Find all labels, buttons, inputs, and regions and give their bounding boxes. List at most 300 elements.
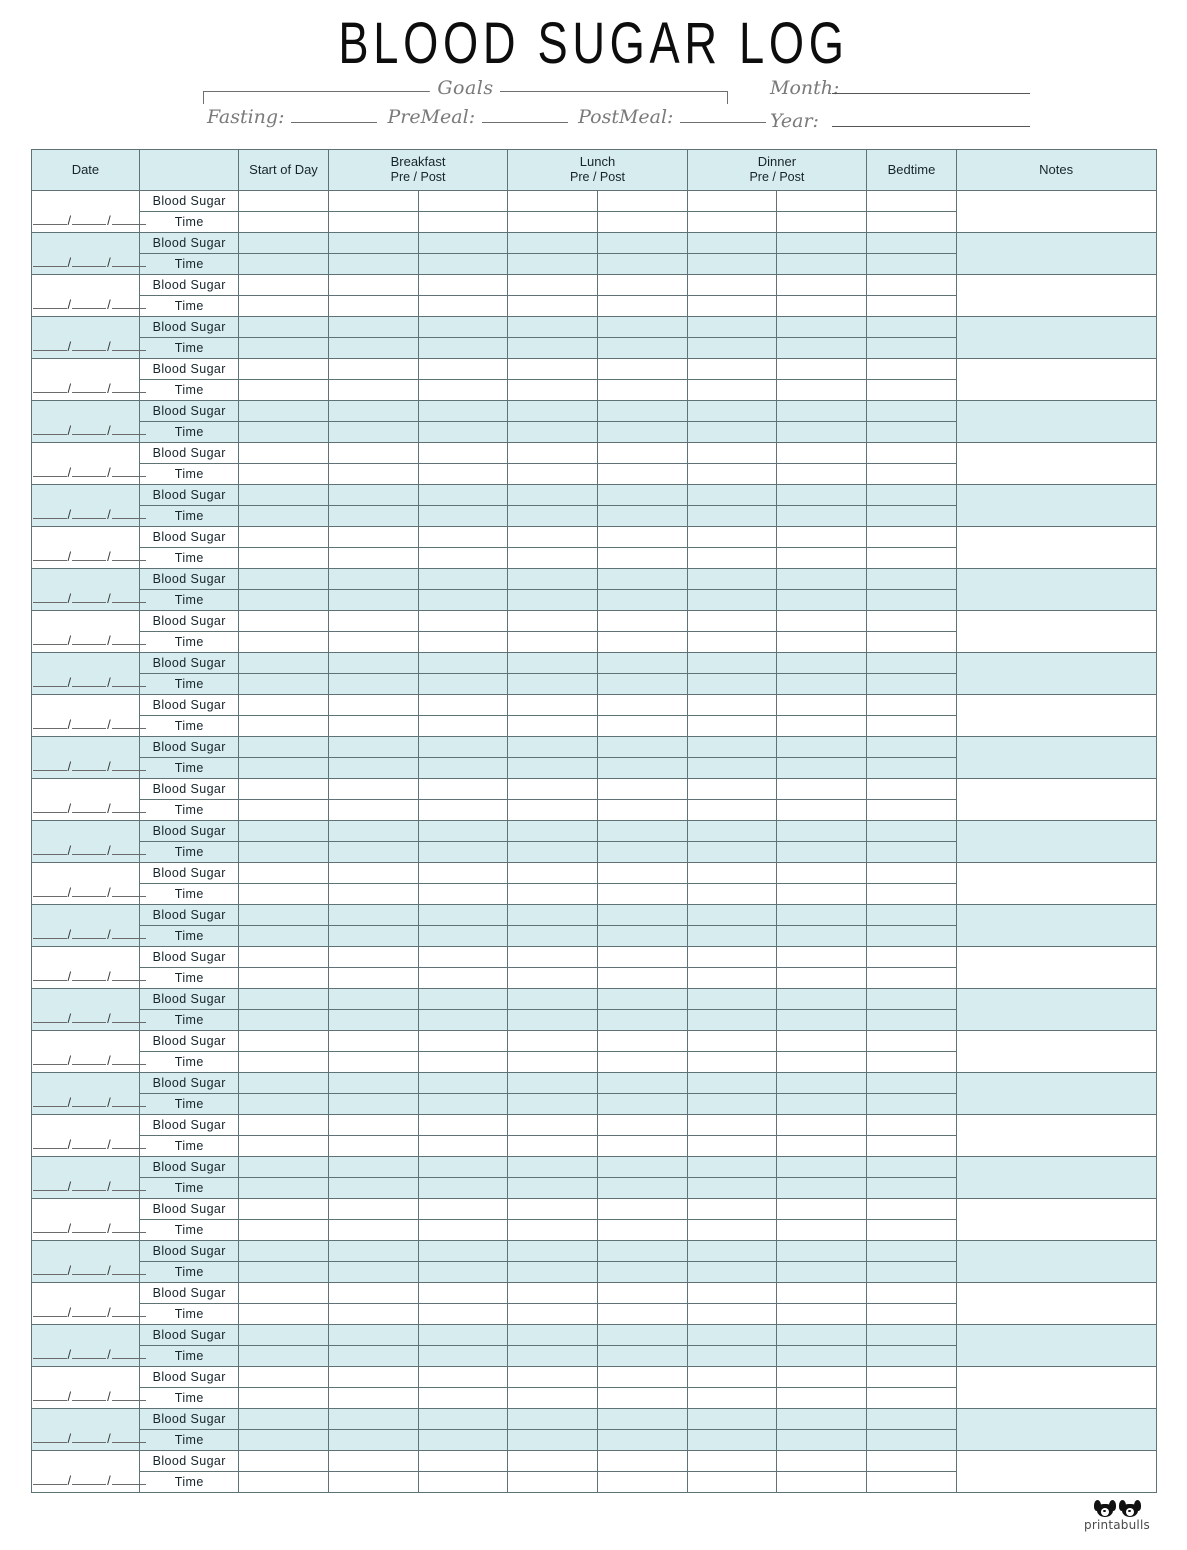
blood-sugar-input-cell[interactable] — [328, 1156, 418, 1177]
time-input-cell[interactable] — [777, 295, 867, 316]
blood-sugar-input-cell[interactable] — [777, 316, 867, 337]
time-input-cell[interactable] — [328, 1177, 418, 1198]
blood-sugar-input-cell[interactable] — [239, 1366, 329, 1387]
blood-sugar-input-cell[interactable] — [777, 484, 867, 505]
time-input-cell[interactable] — [239, 379, 329, 400]
notes-input-cell[interactable] — [956, 1072, 1156, 1114]
date-entry-cell[interactable] — [31, 1156, 140, 1198]
blood-sugar-input-cell[interactable] — [867, 1282, 957, 1303]
blood-sugar-input-cell[interactable] — [328, 316, 418, 337]
time-input-cell[interactable] — [508, 1471, 598, 1492]
time-input-cell[interactable] — [687, 1303, 777, 1324]
time-input-cell[interactable] — [239, 1387, 329, 1408]
time-input-cell[interactable] — [239, 1303, 329, 1324]
blood-sugar-input-cell[interactable] — [867, 736, 957, 757]
blood-sugar-input-cell[interactable] — [328, 526, 418, 547]
blood-sugar-input-cell[interactable] — [777, 1408, 867, 1429]
time-input-cell[interactable] — [687, 715, 777, 736]
date-entry-cell[interactable] — [31, 946, 140, 988]
time-input-cell[interactable] — [867, 673, 957, 694]
blood-sugar-input-cell[interactable] — [328, 904, 418, 925]
time-input-cell[interactable] — [328, 337, 418, 358]
blood-sugar-input-cell[interactable] — [867, 1072, 957, 1093]
time-input-cell[interactable] — [867, 1051, 957, 1072]
time-input-cell[interactable] — [239, 715, 329, 736]
blood-sugar-input-cell[interactable] — [597, 1324, 687, 1345]
blood-sugar-input-cell[interactable] — [239, 1114, 329, 1135]
blood-sugar-input-cell[interactable] — [597, 988, 687, 1009]
time-input-cell[interactable] — [867, 1303, 957, 1324]
blood-sugar-input-cell[interactable] — [418, 1114, 508, 1135]
time-input-cell[interactable] — [597, 1093, 687, 1114]
blood-sugar-input-cell[interactable] — [687, 358, 777, 379]
time-input-cell[interactable] — [328, 211, 418, 232]
blood-sugar-input-cell[interactable] — [328, 190, 418, 211]
blood-sugar-input-cell[interactable] — [328, 778, 418, 799]
time-input-cell[interactable] — [418, 1051, 508, 1072]
notes-input-cell[interactable] — [956, 1114, 1156, 1156]
time-input-cell[interactable] — [328, 631, 418, 652]
blood-sugar-input-cell[interactable] — [777, 274, 867, 295]
blood-sugar-input-cell[interactable] — [508, 1114, 598, 1135]
time-input-cell[interactable] — [687, 379, 777, 400]
blood-sugar-input-cell[interactable] — [508, 862, 598, 883]
time-input-cell[interactable] — [687, 631, 777, 652]
notes-input-cell[interactable] — [956, 652, 1156, 694]
time-input-cell[interactable] — [687, 505, 777, 526]
time-input-cell[interactable] — [597, 1219, 687, 1240]
blood-sugar-input-cell[interactable] — [687, 610, 777, 631]
time-input-cell[interactable] — [508, 1009, 598, 1030]
notes-input-cell[interactable] — [956, 568, 1156, 610]
time-input-cell[interactable] — [328, 505, 418, 526]
time-input-cell[interactable] — [777, 1345, 867, 1366]
notes-input-cell[interactable] — [956, 274, 1156, 316]
blood-sugar-input-cell[interactable] — [777, 1366, 867, 1387]
time-input-cell[interactable] — [418, 1261, 508, 1282]
time-input-cell[interactable] — [418, 253, 508, 274]
blood-sugar-input-cell[interactable] — [328, 820, 418, 841]
blood-sugar-input-cell[interactable] — [687, 442, 777, 463]
blood-sugar-input-cell[interactable] — [418, 1240, 508, 1261]
time-input-cell[interactable] — [508, 883, 598, 904]
time-input-cell[interactable] — [867, 1177, 957, 1198]
time-input-cell[interactable] — [418, 715, 508, 736]
time-input-cell[interactable] — [328, 463, 418, 484]
blood-sugar-input-cell[interactable] — [239, 904, 329, 925]
time-input-cell[interactable] — [418, 799, 508, 820]
blood-sugar-input-cell[interactable] — [597, 862, 687, 883]
blood-sugar-input-cell[interactable] — [328, 1450, 418, 1471]
blood-sugar-input-cell[interactable] — [508, 820, 598, 841]
notes-input-cell[interactable] — [956, 694, 1156, 736]
time-input-cell[interactable] — [418, 1135, 508, 1156]
time-input-cell[interactable] — [777, 379, 867, 400]
blood-sugar-input-cell[interactable] — [687, 1072, 777, 1093]
blood-sugar-input-cell[interactable] — [597, 694, 687, 715]
blood-sugar-input-cell[interactable] — [867, 442, 957, 463]
blood-sugar-input-cell[interactable] — [508, 316, 598, 337]
time-input-cell[interactable] — [239, 1135, 329, 1156]
time-input-cell[interactable] — [597, 925, 687, 946]
time-input-cell[interactable] — [687, 1093, 777, 1114]
time-input-cell[interactable] — [687, 841, 777, 862]
time-input-cell[interactable] — [597, 589, 687, 610]
blood-sugar-input-cell[interactable] — [239, 1072, 329, 1093]
date-entry-cell[interactable] — [31, 1198, 140, 1240]
time-input-cell[interactable] — [867, 589, 957, 610]
blood-sugar-input-cell[interactable] — [239, 694, 329, 715]
blood-sugar-input-cell[interactable] — [328, 1030, 418, 1051]
blood-sugar-input-cell[interactable] — [777, 1450, 867, 1471]
time-input-cell[interactable] — [239, 421, 329, 442]
time-input-cell[interactable] — [328, 1387, 418, 1408]
blood-sugar-input-cell[interactable] — [418, 568, 508, 589]
blood-sugar-input-cell[interactable] — [418, 736, 508, 757]
notes-input-cell[interactable] — [956, 1240, 1156, 1282]
notes-input-cell[interactable] — [956, 1156, 1156, 1198]
date-entry-cell[interactable] — [31, 610, 140, 652]
blood-sugar-input-cell[interactable] — [777, 694, 867, 715]
blood-sugar-input-cell[interactable] — [328, 1072, 418, 1093]
time-input-cell[interactable] — [867, 1093, 957, 1114]
time-input-cell[interactable] — [418, 589, 508, 610]
blood-sugar-input-cell[interactable] — [597, 358, 687, 379]
blood-sugar-input-cell[interactable] — [777, 568, 867, 589]
notes-input-cell[interactable] — [956, 484, 1156, 526]
blood-sugar-input-cell[interactable] — [239, 1282, 329, 1303]
blood-sugar-input-cell[interactable] — [508, 442, 598, 463]
blood-sugar-input-cell[interactable] — [508, 568, 598, 589]
time-input-cell[interactable] — [418, 1177, 508, 1198]
time-input-cell[interactable] — [597, 1345, 687, 1366]
time-input-cell[interactable] — [687, 673, 777, 694]
time-input-cell[interactable] — [418, 925, 508, 946]
blood-sugar-input-cell[interactable] — [328, 694, 418, 715]
time-input-cell[interactable] — [418, 757, 508, 778]
blood-sugar-input-cell[interactable] — [687, 1450, 777, 1471]
time-input-cell[interactable] — [867, 211, 957, 232]
blood-sugar-input-cell[interactable] — [777, 652, 867, 673]
time-input-cell[interactable] — [597, 1303, 687, 1324]
notes-input-cell[interactable] — [956, 526, 1156, 568]
time-input-cell[interactable] — [328, 883, 418, 904]
time-input-cell[interactable] — [328, 547, 418, 568]
time-input-cell[interactable] — [328, 1345, 418, 1366]
blood-sugar-input-cell[interactable] — [777, 946, 867, 967]
blood-sugar-input-cell[interactable] — [418, 820, 508, 841]
date-entry-cell[interactable] — [31, 904, 140, 946]
date-entry-cell[interactable] — [31, 190, 140, 232]
time-input-cell[interactable] — [418, 883, 508, 904]
blood-sugar-input-cell[interactable] — [867, 526, 957, 547]
time-input-cell[interactable] — [777, 799, 867, 820]
time-input-cell[interactable] — [239, 673, 329, 694]
blood-sugar-input-cell[interactable] — [867, 862, 957, 883]
time-input-cell[interactable] — [777, 883, 867, 904]
blood-sugar-input-cell[interactable] — [687, 1408, 777, 1429]
date-entry-cell[interactable] — [31, 568, 140, 610]
time-input-cell[interactable] — [239, 1471, 329, 1492]
date-entry-cell[interactable] — [31, 1072, 140, 1114]
time-input-cell[interactable] — [239, 253, 329, 274]
blood-sugar-input-cell[interactable] — [328, 610, 418, 631]
blood-sugar-input-cell[interactable] — [597, 568, 687, 589]
goal-input-postmeal[interactable] — [680, 108, 766, 123]
time-input-cell[interactable] — [597, 337, 687, 358]
blood-sugar-input-cell[interactable] — [777, 232, 867, 253]
blood-sugar-input-cell[interactable] — [508, 232, 598, 253]
blood-sugar-input-cell[interactable] — [687, 862, 777, 883]
blood-sugar-input-cell[interactable] — [239, 232, 329, 253]
blood-sugar-input-cell[interactable] — [239, 484, 329, 505]
blood-sugar-input-cell[interactable] — [418, 358, 508, 379]
time-input-cell[interactable] — [777, 1387, 867, 1408]
time-input-cell[interactable] — [777, 463, 867, 484]
blood-sugar-input-cell[interactable] — [867, 190, 957, 211]
blood-sugar-input-cell[interactable] — [328, 400, 418, 421]
time-input-cell[interactable] — [508, 1051, 598, 1072]
time-input-cell[interactable] — [508, 295, 598, 316]
notes-input-cell[interactable] — [956, 1366, 1156, 1408]
blood-sugar-input-cell[interactable] — [508, 904, 598, 925]
time-input-cell[interactable] — [687, 1387, 777, 1408]
date-entry-cell[interactable] — [31, 1030, 140, 1072]
blood-sugar-input-cell[interactable] — [597, 1450, 687, 1471]
blood-sugar-input-cell[interactable] — [418, 904, 508, 925]
blood-sugar-input-cell[interactable] — [508, 988, 598, 1009]
blood-sugar-input-cell[interactable] — [597, 484, 687, 505]
blood-sugar-input-cell[interactable] — [687, 1240, 777, 1261]
blood-sugar-input-cell[interactable] — [328, 652, 418, 673]
blood-sugar-input-cell[interactable] — [328, 946, 418, 967]
blood-sugar-input-cell[interactable] — [687, 274, 777, 295]
blood-sugar-input-cell[interactable] — [687, 1198, 777, 1219]
notes-input-cell[interactable] — [956, 232, 1156, 274]
blood-sugar-input-cell[interactable] — [239, 1198, 329, 1219]
blood-sugar-input-cell[interactable] — [239, 190, 329, 211]
blood-sugar-input-cell[interactable] — [418, 946, 508, 967]
time-input-cell[interactable] — [239, 925, 329, 946]
blood-sugar-input-cell[interactable] — [418, 1366, 508, 1387]
time-input-cell[interactable] — [508, 841, 598, 862]
time-input-cell[interactable] — [508, 1219, 598, 1240]
blood-sugar-input-cell[interactable] — [328, 736, 418, 757]
date-entry-cell[interactable] — [31, 988, 140, 1030]
blood-sugar-input-cell[interactable] — [687, 694, 777, 715]
time-input-cell[interactable] — [867, 253, 957, 274]
date-entry-cell[interactable] — [31, 778, 140, 820]
blood-sugar-input-cell[interactable] — [418, 1450, 508, 1471]
time-input-cell[interactable] — [867, 1345, 957, 1366]
blood-sugar-input-cell[interactable] — [418, 778, 508, 799]
time-input-cell[interactable] — [239, 547, 329, 568]
notes-input-cell[interactable] — [956, 1030, 1156, 1072]
blood-sugar-input-cell[interactable] — [328, 232, 418, 253]
date-entry-cell[interactable] — [31, 652, 140, 694]
blood-sugar-input-cell[interactable] — [687, 736, 777, 757]
blood-sugar-input-cell[interactable] — [328, 1114, 418, 1135]
blood-sugar-input-cell[interactable] — [687, 1156, 777, 1177]
blood-sugar-input-cell[interactable] — [597, 526, 687, 547]
date-entry-cell[interactable] — [31, 400, 140, 442]
blood-sugar-input-cell[interactable] — [239, 358, 329, 379]
blood-sugar-input-cell[interactable] — [867, 820, 957, 841]
blood-sugar-input-cell[interactable] — [418, 274, 508, 295]
blood-sugar-input-cell[interactable] — [867, 1156, 957, 1177]
time-input-cell[interactable] — [597, 883, 687, 904]
notes-input-cell[interactable] — [956, 1450, 1156, 1492]
time-input-cell[interactable] — [597, 631, 687, 652]
time-input-cell[interactable] — [867, 1429, 957, 1450]
time-input-cell[interactable] — [777, 841, 867, 862]
time-input-cell[interactable] — [687, 253, 777, 274]
date-entry-cell[interactable] — [31, 736, 140, 778]
time-input-cell[interactable] — [328, 967, 418, 988]
time-input-cell[interactable] — [777, 1051, 867, 1072]
time-input-cell[interactable] — [597, 1177, 687, 1198]
time-input-cell[interactable] — [328, 799, 418, 820]
blood-sugar-input-cell[interactable] — [777, 820, 867, 841]
blood-sugar-input-cell[interactable] — [508, 1072, 598, 1093]
blood-sugar-input-cell[interactable] — [508, 400, 598, 421]
time-input-cell[interactable] — [328, 673, 418, 694]
time-input-cell[interactable] — [597, 1051, 687, 1072]
time-input-cell[interactable] — [328, 1009, 418, 1030]
time-input-cell[interactable] — [508, 673, 598, 694]
blood-sugar-input-cell[interactable] — [418, 862, 508, 883]
blood-sugar-input-cell[interactable] — [239, 610, 329, 631]
time-input-cell[interactable] — [597, 1387, 687, 1408]
time-input-cell[interactable] — [508, 1135, 598, 1156]
time-input-cell[interactable] — [687, 295, 777, 316]
time-input-cell[interactable] — [418, 631, 508, 652]
time-input-cell[interactable] — [687, 925, 777, 946]
time-input-cell[interactable] — [508, 505, 598, 526]
time-input-cell[interactable] — [777, 925, 867, 946]
time-input-cell[interactable] — [239, 883, 329, 904]
time-input-cell[interactable] — [239, 1219, 329, 1240]
time-input-cell[interactable] — [239, 799, 329, 820]
time-input-cell[interactable] — [508, 211, 598, 232]
time-input-cell[interactable] — [867, 547, 957, 568]
time-input-cell[interactable] — [597, 841, 687, 862]
time-input-cell[interactable] — [597, 1429, 687, 1450]
blood-sugar-input-cell[interactable] — [597, 1366, 687, 1387]
blood-sugar-input-cell[interactable] — [508, 610, 598, 631]
blood-sugar-input-cell[interactable] — [418, 1324, 508, 1345]
time-input-cell[interactable] — [328, 1471, 418, 1492]
blood-sugar-input-cell[interactable] — [597, 1114, 687, 1135]
date-entry-cell[interactable] — [31, 232, 140, 274]
time-input-cell[interactable] — [777, 547, 867, 568]
blood-sugar-input-cell[interactable] — [508, 778, 598, 799]
time-input-cell[interactable] — [508, 925, 598, 946]
blood-sugar-input-cell[interactable] — [687, 1366, 777, 1387]
time-input-cell[interactable] — [418, 673, 508, 694]
blood-sugar-input-cell[interactable] — [777, 1198, 867, 1219]
time-input-cell[interactable] — [687, 799, 777, 820]
blood-sugar-input-cell[interactable] — [687, 946, 777, 967]
date-entry-cell[interactable] — [31, 358, 140, 400]
time-input-cell[interactable] — [777, 337, 867, 358]
blood-sugar-input-cell[interactable] — [239, 946, 329, 967]
time-input-cell[interactable] — [597, 463, 687, 484]
blood-sugar-input-cell[interactable] — [597, 400, 687, 421]
time-input-cell[interactable] — [328, 757, 418, 778]
time-input-cell[interactable] — [508, 379, 598, 400]
blood-sugar-input-cell[interactable] — [239, 274, 329, 295]
notes-input-cell[interactable] — [956, 904, 1156, 946]
time-input-cell[interactable] — [239, 967, 329, 988]
time-input-cell[interactable] — [328, 379, 418, 400]
time-input-cell[interactable] — [328, 1135, 418, 1156]
blood-sugar-input-cell[interactable] — [418, 610, 508, 631]
blood-sugar-input-cell[interactable] — [867, 946, 957, 967]
blood-sugar-input-cell[interactable] — [867, 652, 957, 673]
time-input-cell[interactable] — [687, 547, 777, 568]
blood-sugar-input-cell[interactable] — [597, 1282, 687, 1303]
blood-sugar-input-cell[interactable] — [418, 1408, 508, 1429]
time-input-cell[interactable] — [867, 379, 957, 400]
time-input-cell[interactable] — [328, 1051, 418, 1072]
blood-sugar-input-cell[interactable] — [418, 1156, 508, 1177]
time-input-cell[interactable] — [508, 1429, 598, 1450]
notes-input-cell[interactable] — [956, 358, 1156, 400]
time-input-cell[interactable] — [508, 757, 598, 778]
blood-sugar-input-cell[interactable] — [777, 736, 867, 757]
notes-input-cell[interactable] — [956, 610, 1156, 652]
blood-sugar-input-cell[interactable] — [597, 232, 687, 253]
date-entry-cell[interactable] — [31, 1282, 140, 1324]
time-input-cell[interactable] — [508, 589, 598, 610]
date-entry-cell[interactable] — [31, 1240, 140, 1282]
blood-sugar-input-cell[interactable] — [687, 232, 777, 253]
blood-sugar-input-cell[interactable] — [867, 1240, 957, 1261]
blood-sugar-input-cell[interactable] — [597, 1072, 687, 1093]
time-input-cell[interactable] — [328, 421, 418, 442]
blood-sugar-input-cell[interactable] — [777, 778, 867, 799]
time-input-cell[interactable] — [328, 589, 418, 610]
time-input-cell[interactable] — [597, 379, 687, 400]
blood-sugar-input-cell[interactable] — [508, 358, 598, 379]
blood-sugar-input-cell[interactable] — [597, 274, 687, 295]
goal-input-premeal[interactable] — [482, 108, 568, 123]
date-entry-cell[interactable] — [31, 1324, 140, 1366]
time-input-cell[interactable] — [867, 925, 957, 946]
time-input-cell[interactable] — [508, 715, 598, 736]
time-input-cell[interactable] — [867, 1135, 957, 1156]
time-input-cell[interactable] — [597, 757, 687, 778]
time-input-cell[interactable] — [687, 1429, 777, 1450]
time-input-cell[interactable] — [777, 1429, 867, 1450]
notes-input-cell[interactable] — [956, 400, 1156, 442]
blood-sugar-input-cell[interactable] — [239, 988, 329, 1009]
time-input-cell[interactable] — [867, 1471, 957, 1492]
blood-sugar-input-cell[interactable] — [867, 1114, 957, 1135]
notes-input-cell[interactable] — [956, 946, 1156, 988]
time-input-cell[interactable] — [687, 1009, 777, 1030]
blood-sugar-input-cell[interactable] — [867, 904, 957, 925]
goal-input-fasting[interactable] — [291, 108, 377, 123]
time-input-cell[interactable] — [418, 337, 508, 358]
notes-input-cell[interactable] — [956, 442, 1156, 484]
blood-sugar-input-cell[interactable] — [328, 862, 418, 883]
notes-input-cell[interactable] — [956, 1324, 1156, 1366]
blood-sugar-input-cell[interactable] — [687, 652, 777, 673]
time-input-cell[interactable] — [687, 967, 777, 988]
blood-sugar-input-cell[interactable] — [239, 778, 329, 799]
